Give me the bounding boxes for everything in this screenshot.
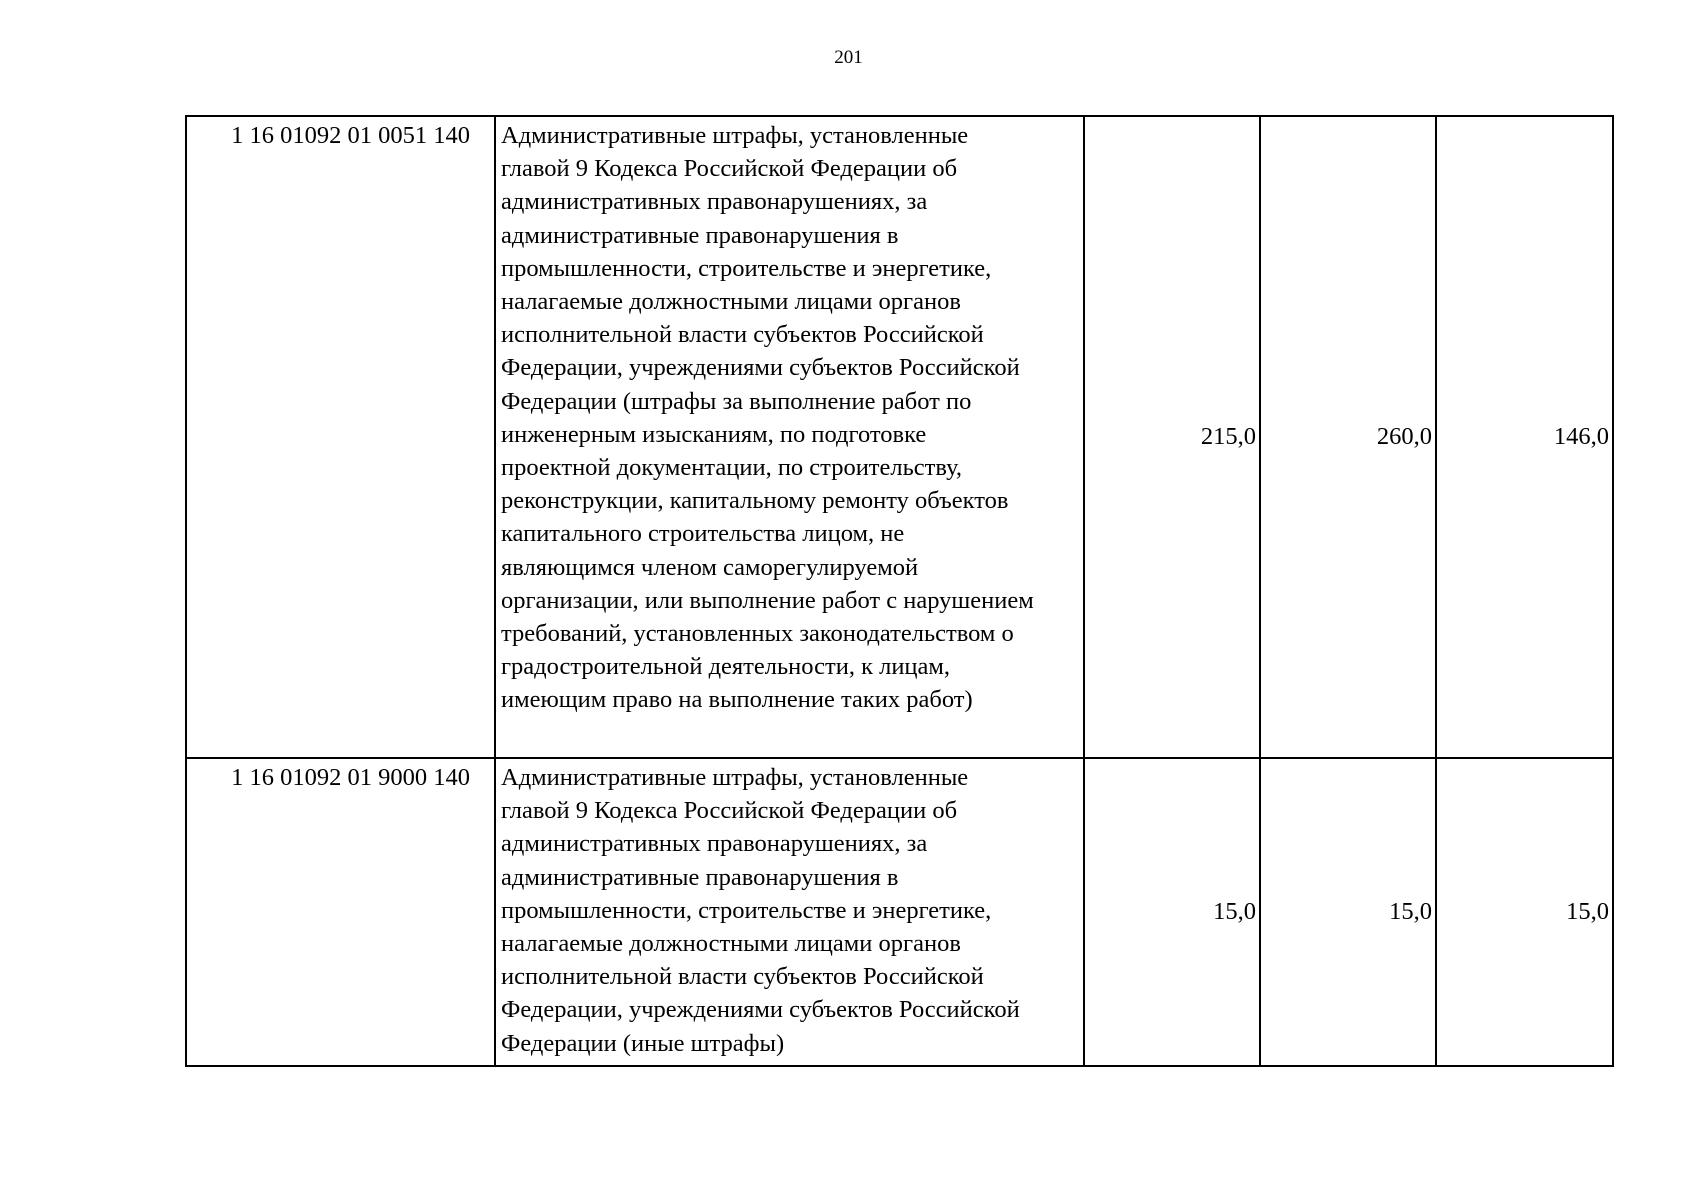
description-line: требований, установленных законодательством о bbox=[501, 620, 1014, 648]
description-line: Административные штрафы, установленные bbox=[501, 764, 969, 791]
description-line: инженерным изысканиям, по подготовке bbox=[501, 420, 927, 448]
description-line: налагаемые должностными лицами органов bbox=[501, 930, 961, 958]
description-line: административные правонарушения в bbox=[501, 863, 899, 891]
description-line: имеющим право на выполнение таких работ) bbox=[501, 686, 973, 714]
description-line: капитального строительства лицом, не bbox=[501, 520, 905, 548]
value-cell: 15,0 bbox=[1436, 758, 1613, 1066]
table-row bbox=[186, 758, 1613, 1066]
description-line: Федерации (штрафы за выполнение работ по bbox=[501, 387, 972, 415]
description-line: промышленности, строительстве и энергетике, bbox=[501, 254, 992, 282]
description-line: градостроительной деятельности, к лицам, bbox=[501, 653, 951, 681]
description-line: промышленности, строительстве и энергетике, bbox=[501, 896, 992, 924]
value-cell: 260,0 bbox=[1260, 116, 1436, 758]
description-line: Федерации, учреждениями субъектов Российской bbox=[501, 996, 1020, 1024]
description-line: административные правонарушения в bbox=[501, 221, 899, 249]
description-line: проектной документации, по строительству, bbox=[501, 454, 963, 482]
table-row bbox=[186, 116, 1613, 758]
description-line: реконструкции, капитальному ремонту объектов bbox=[501, 487, 1009, 515]
description-line: налагаемые должностными лицами органов bbox=[501, 288, 961, 316]
budget-revenue-table bbox=[185, 115, 1614, 1067]
description-line: являющимся членом саморегулируемой bbox=[501, 553, 919, 581]
description-line: организации, или выполнение работ с нарушением bbox=[501, 586, 1034, 614]
description-line: административных правонарушениях, за bbox=[501, 188, 928, 216]
revenue-description bbox=[495, 116, 1084, 758]
value-cell: 146,0 bbox=[1436, 116, 1613, 758]
description-line: исполнительной власти субъектов Российской bbox=[501, 963, 984, 991]
description-line: главой 9 Кодекса Российской Федерации об bbox=[501, 155, 958, 183]
value-cell: 15,0 bbox=[1260, 758, 1436, 1066]
revenue-description bbox=[495, 758, 1084, 1066]
description-line: Федерации (иные штрафы) bbox=[501, 1029, 785, 1057]
value-cell: 15,0 bbox=[1084, 758, 1260, 1066]
value-cell: 215,0 bbox=[1084, 116, 1260, 758]
description-line: Административные штрафы, установленные bbox=[501, 122, 969, 149]
description-line: исполнительной власти субъектов Российской bbox=[501, 321, 984, 349]
description-line: административных правонарушениях, за bbox=[501, 830, 928, 858]
description-line: Федерации, учреждениями субъектов Российской bbox=[501, 354, 1020, 382]
budget-classification-code: 1 16 01092 01 0051 140 bbox=[186, 116, 495, 758]
table-body bbox=[186, 116, 1613, 1066]
budget-classification-code: 1 16 01092 01 9000 140 bbox=[186, 758, 495, 1066]
page-number: 201 bbox=[834, 47, 863, 68]
description-line: главой 9 Кодекса Российской Федерации об bbox=[501, 797, 958, 825]
